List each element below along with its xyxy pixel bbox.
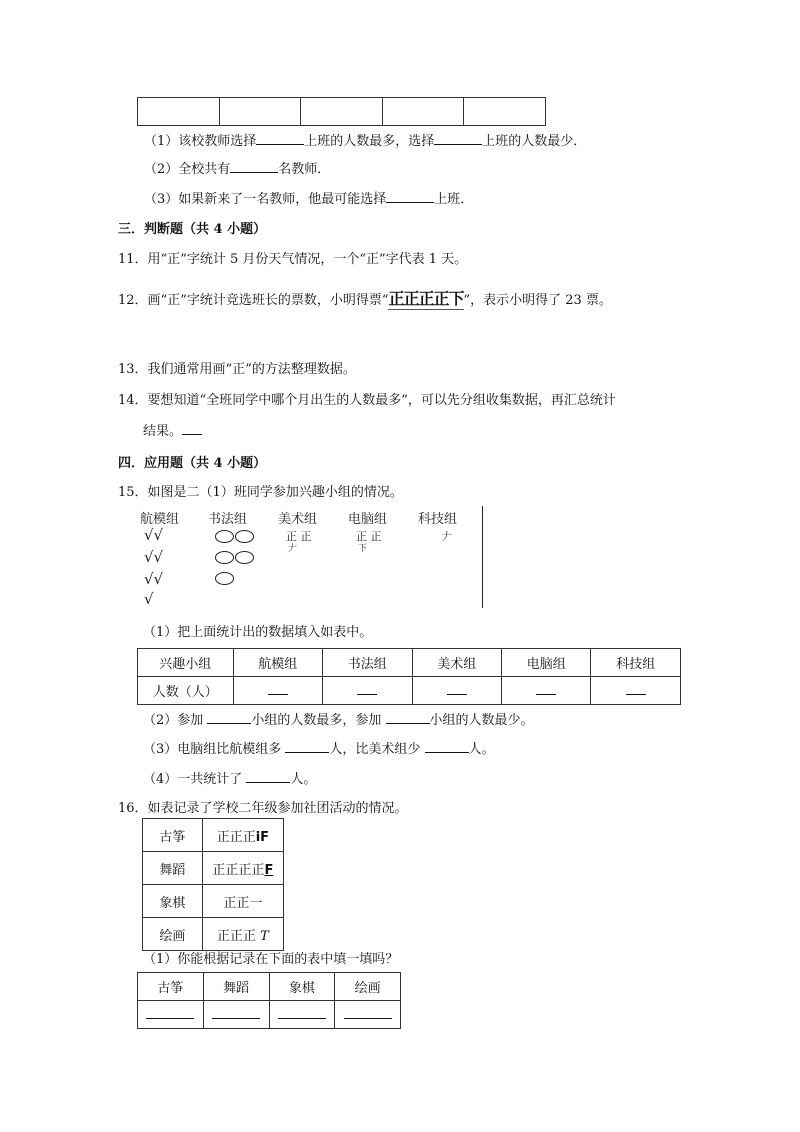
record-name: 古筝 <box>143 819 203 852</box>
circle-mark-icon <box>215 572 235 589</box>
figure-header-3: 电脑组 <box>348 512 388 527</box>
q15-sub1: （1）把上面统计出的数据填入如表中。 <box>143 625 373 640</box>
answer-blank[interactable] <box>230 160 278 173</box>
answer-blank[interactable] <box>386 711 430 724</box>
answer-blank[interactable] <box>425 740 469 753</box>
q10-sub1: （1）该校教师选择 上班的人数最多，选择 上班的人数最少． <box>144 134 587 149</box>
art-tally: 𠂇 <box>288 544 298 554</box>
top-table-cell <box>382 98 464 126</box>
answer-cell[interactable] <box>203 1001 269 1029</box>
circle-mark-icon <box>215 530 255 547</box>
q10-sub2: （2）全校共有 名教师． <box>144 162 331 177</box>
computer-tally: 正 正 <box>356 530 382 543</box>
record-tally: 正正正正F <box>202 852 283 885</box>
club-record-table <box>142 818 284 951</box>
figure-header-4: 科技组 <box>418 512 458 527</box>
question-14-line1: 14．要想知道“全班同学中哪个月出生的人数最多”，可以先分组收集数据，再汇总统计 <box>118 393 616 408</box>
computer-tally: 下 <box>358 544 368 554</box>
answer-blank[interactable] <box>285 740 329 753</box>
section-title: 三．判断题（共 4 小题） <box>118 222 267 237</box>
question-15: 15．如图是二（1）班同学参加兴趣小组的情况。 <box>118 485 403 500</box>
answer-cell[interactable] <box>412 677 501 705</box>
table-header: 航模组 <box>233 649 322 677</box>
answer-cell[interactable] <box>269 1001 335 1029</box>
interest-group-figure: 航模组 书法组 美术组 电脑组 科技组 √√ √√ √√ √ 正 正 𠂇 正 正 下 𠂇 <box>140 506 485 608</box>
answer-blank[interactable] <box>386 190 434 203</box>
answer-blank[interactable] <box>246 770 290 783</box>
question-12: 12．画“正”字统计竞选班长的票数，小明得票“正正正正下”，表示小明得了 23 票。 <box>118 286 612 310</box>
table-header: 绘画 <box>335 973 401 1001</box>
table-header: 象棋 <box>269 973 335 1001</box>
tech-tally: 𠂇 <box>442 532 452 543</box>
figure-header-1: 书法组 <box>208 512 248 527</box>
question-14-line2: 结果。 <box>143 420 202 439</box>
record-name: 象棋 <box>143 885 203 918</box>
q15-sub2: （2）参加 小组的人数最多，参加 小组的人数最少。 <box>143 713 534 728</box>
circle-mark-icon <box>215 551 255 568</box>
answer-blank[interactable] <box>182 422 202 435</box>
record-name: 绘画 <box>143 918 203 951</box>
top-table-cell <box>464 98 546 126</box>
answer-blank[interactable] <box>207 711 251 724</box>
table-header: 电脑组 <box>501 649 590 677</box>
answer-cell[interactable] <box>591 677 681 705</box>
table-header: 书法组 <box>323 649 412 677</box>
answer-cell[interactable] <box>233 677 322 705</box>
table-header: 古筝 <box>138 973 204 1001</box>
answer-cell[interactable] <box>138 1001 204 1029</box>
question-11: 11．用“正”字统计 5 月份天气情况，一个“正”字代表 1 天。 <box>118 252 468 267</box>
top-table-cell <box>219 98 301 126</box>
figure-header-0: 航模组 <box>140 512 180 527</box>
record-name: 舞蹈 <box>143 852 203 885</box>
table-row-label: 人数（人） <box>138 677 234 705</box>
record-tally: 正正正 T <box>202 918 283 951</box>
section-title: 四．应用题（共 4 小题） <box>118 456 267 471</box>
art-tally: 正 正 <box>286 530 312 543</box>
record-tally: 正正正iF <box>202 819 283 852</box>
answer-blank[interactable] <box>256 132 304 145</box>
question-13: 13．我们通常用画“正”的方法整理数据。 <box>118 362 356 377</box>
answer-cell[interactable] <box>323 677 412 705</box>
q10-sub3: （3）如果新来了一名教师，他最可能选择 上班． <box>144 192 474 207</box>
tally-mark-image: 正正正正下 <box>388 286 463 310</box>
top-table-cell <box>138 98 220 126</box>
figure-header-2: 美术组 <box>278 512 318 527</box>
question-16: 16．如表记录了学校二年级参加社团活动的情况。 <box>118 801 408 816</box>
q15-sub3: （3）电脑组比航模组多 人，比美术组少 人。 <box>143 742 495 757</box>
top-table-cell <box>301 98 383 126</box>
interest-group-table <box>137 648 681 705</box>
table-header: 科技组 <box>591 649 681 677</box>
table-header: 舞蹈 <box>203 973 269 1001</box>
table-header: 兴趣小组 <box>138 649 234 677</box>
q15-sub4: （4）一共统计了 人。 <box>143 772 317 787</box>
q16-sub1: （1）你能根据记录在下面的表中填一填吗？ <box>143 952 399 967</box>
table-header: 美术组 <box>412 649 501 677</box>
record-tally: 正正一 <box>202 885 283 918</box>
answer-blank[interactable] <box>434 132 482 145</box>
club-fill-table <box>137 972 401 1029</box>
top-table <box>137 97 546 126</box>
answer-cell[interactable] <box>501 677 590 705</box>
answer-cell[interactable] <box>335 1001 401 1029</box>
